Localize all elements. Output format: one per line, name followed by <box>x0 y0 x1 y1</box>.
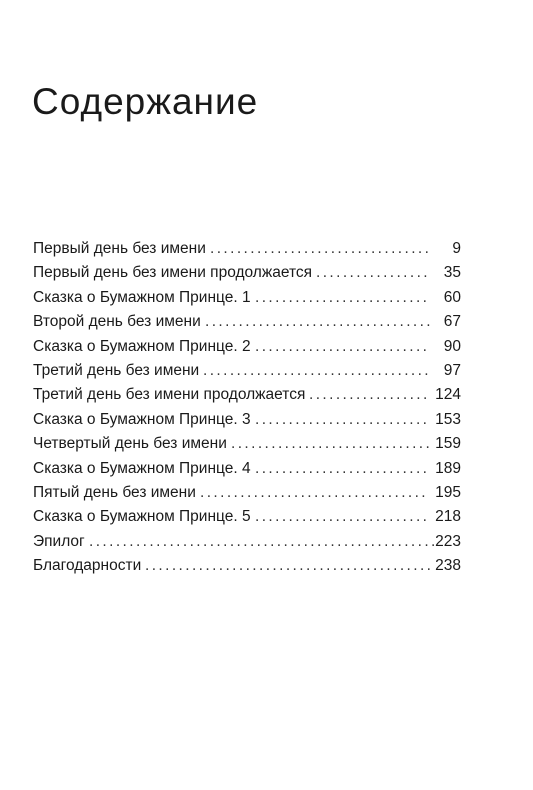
toc-entry-title: Сказка о Бумажном Принце. 1 <box>33 288 251 306</box>
toc-page-number: 189 <box>435 459 461 477</box>
dot-leader: .......................... <box>255 508 430 526</box>
toc-entry-title: Третий день без имени продолжается <box>33 386 306 404</box>
toc-entry <box>33 505 461 529</box>
toc-page-number: 159 <box>435 435 461 453</box>
dot-leader: .................................. <box>205 313 434 331</box>
toc-entry-title: Эпилог <box>33 532 85 550</box>
toc-entry-title: Первый день без имени продолжается <box>33 264 313 282</box>
toc-page-number: 97 <box>443 361 461 379</box>
toc-entry <box>33 408 461 432</box>
toc-entry <box>33 481 461 505</box>
toc-entry <box>33 310 461 334</box>
toc-entry-title: Сказка о Бумажном Принце. 3 <box>33 410 251 428</box>
dot-leader: .............................. <box>231 435 433 453</box>
toc-entry <box>33 335 461 359</box>
toc-entry-title: Сказка о Бумажном Принце. 5 <box>33 508 251 526</box>
toc-entry <box>33 383 461 407</box>
toc-page-number: 195 <box>435 483 461 501</box>
toc-entry <box>33 432 461 456</box>
toc-entry <box>33 286 461 310</box>
dot-leader: .................................. <box>203 361 432 379</box>
dot-leader: .......................... <box>255 337 430 355</box>
toc-entry-title: Сказка о Бумажном Принце. 2 <box>33 337 251 355</box>
table-of-contents <box>33 237 461 578</box>
toc-entry <box>33 554 461 578</box>
toc-page-number: 218 <box>435 508 461 526</box>
dot-leader: .................. <box>309 386 430 404</box>
toc-entry <box>33 457 461 481</box>
dot-leader: .................................................... <box>89 532 438 550</box>
toc-entry-title: Четвертый день без имени <box>33 435 227 453</box>
dot-leader: .......................... <box>255 459 430 477</box>
toc-entry-title: Пятый день без имени <box>33 483 196 501</box>
toc-entry-title: Сказка о Бумажном Принце. 4 <box>33 459 251 477</box>
toc-entry <box>33 359 461 383</box>
toc-page-number: 9 <box>452 240 461 257</box>
toc-entry-title: Благодарности <box>33 557 142 575</box>
toc-page-number: 124 <box>435 386 461 404</box>
page-title: Содержание <box>32 81 259 122</box>
toc-entry <box>33 261 461 285</box>
dot-leader: ................. <box>316 264 431 282</box>
toc-page-number: 35 <box>443 264 461 282</box>
toc-page-number: 238 <box>435 557 461 575</box>
toc-entry-title: Третий день без имени <box>33 361 200 379</box>
dot-leader: ................................. <box>210 240 432 257</box>
toc-entry <box>33 237 461 261</box>
toc-entry-title: Второй день без имени <box>33 313 201 331</box>
dot-leader: .......................... <box>255 410 430 428</box>
dot-leader: .................................. <box>200 483 429 501</box>
toc-entry-title: Первый день без имени <box>33 240 206 257</box>
dot-leader: ........................................... <box>145 557 434 575</box>
toc-page-number: 60 <box>443 288 461 306</box>
toc-entry <box>33 530 461 554</box>
dot-leader: .......................... <box>255 288 430 306</box>
toc-page-number: 67 <box>443 313 461 331</box>
toc-page-number: 153 <box>435 410 461 428</box>
toc-page-number: 223 <box>435 532 461 550</box>
toc-page-number: 90 <box>443 337 461 355</box>
